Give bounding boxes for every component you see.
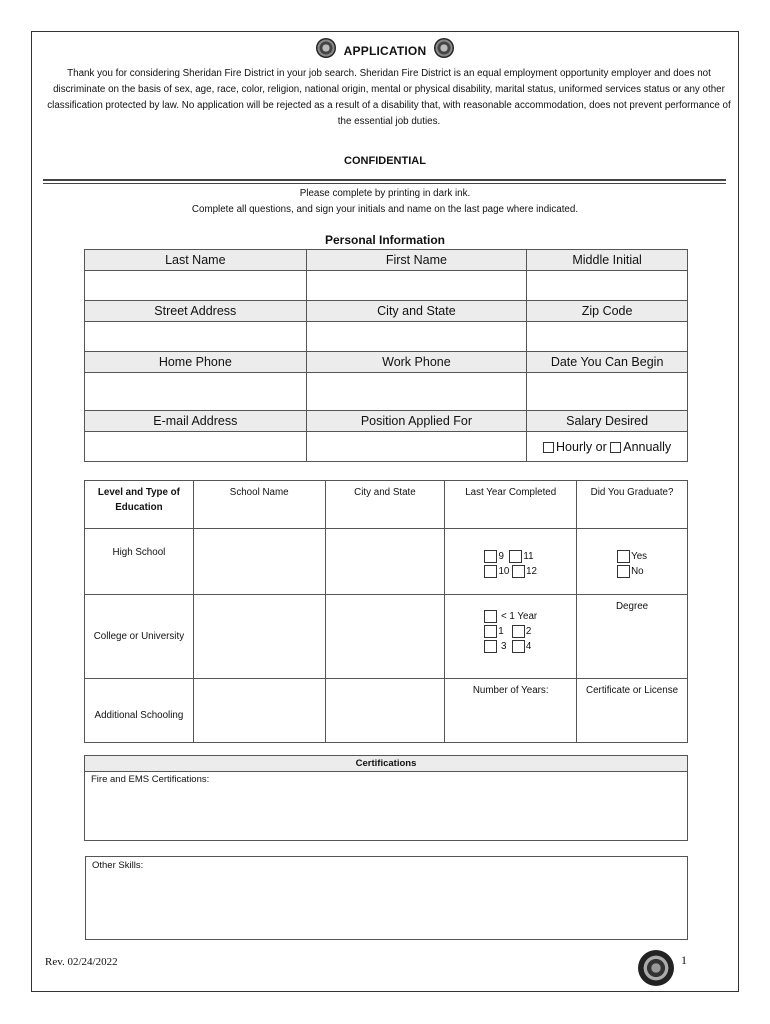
hs-school-field[interactable] <box>193 529 325 595</box>
col-last-year-header: Last Year Completed <box>445 481 577 529</box>
revision-date: Rev. 02/24/2022 <box>45 956 118 968</box>
district-seal-icon <box>434 38 454 58</box>
additional-schooling-label: Additional Schooling <box>85 679 194 743</box>
zip-code-field[interactable] <box>527 322 688 352</box>
personal-info-table <box>84 249 688 462</box>
email-field[interactable] <box>85 432 307 462</box>
col-school-header: School Name <box>193 481 325 529</box>
page-title: APPLICATION <box>343 44 427 59</box>
divider <box>43 183 726 184</box>
hs-year-options <box>445 529 577 595</box>
college-1-checkbox[interactable] <box>484 625 497 638</box>
cert-license-label: Certificate or License <box>586 685 679 696</box>
district-seal-icon <box>316 38 336 58</box>
first-name-label: First Name <box>306 250 527 271</box>
college-lt1-checkbox[interactable] <box>484 610 497 623</box>
work-phone-field[interactable] <box>306 373 527 411</box>
college-1-label: 1 <box>498 626 504 637</box>
hs-12-checkbox[interactable] <box>512 565 525 578</box>
work-phone-label: Work Phone <box>306 352 527 373</box>
hourly-checkbox[interactable] <box>543 442 554 453</box>
degree-cell[interactable] <box>577 595 688 679</box>
college-3-label: 3 <box>500 641 507 652</box>
college-3-checkbox[interactable] <box>484 640 497 653</box>
last-name-field[interactable] <box>85 271 307 301</box>
salary-label: Salary Desired <box>527 411 688 432</box>
college-school-field[interactable] <box>193 595 325 679</box>
col-city-header: City and State <box>325 481 445 529</box>
degree-label: Degree <box>615 601 649 612</box>
additional-school-field[interactable] <box>193 679 325 743</box>
first-name-field[interactable] <box>306 271 527 301</box>
position-label: Position Applied For <box>306 411 527 432</box>
salary-field[interactable] <box>527 432 688 462</box>
instruction-ink: Please complete by printing in dark ink. <box>299 188 471 199</box>
last-name-label: Last Name <box>85 250 307 271</box>
hs-city-field[interactable] <box>325 529 445 595</box>
hs-10-checkbox[interactable] <box>484 565 497 578</box>
graduate-yes-checkbox[interactable] <box>617 550 630 563</box>
divider <box>43 179 726 181</box>
hs-12-label: 12 <box>526 566 537 577</box>
fire-ems-label[interactable]: Fire and EMS Certifications: <box>91 774 210 785</box>
hs-11-label: 11 <box>523 551 534 562</box>
other-skills-box[interactable] <box>85 856 688 940</box>
middle-initial-label: Middle Initial <box>527 250 688 271</box>
col-graduate-header: Did You Graduate? <box>577 481 688 529</box>
footer-seal-icon <box>638 950 674 986</box>
cert-license-cell[interactable] <box>577 679 688 743</box>
number-years-cell[interactable] <box>445 679 577 743</box>
confidential-heading: CONFIDENTIAL <box>344 155 426 167</box>
college-4-checkbox[interactable] <box>512 640 525 653</box>
city-state-label: City and State <box>306 301 527 322</box>
date-begin-field[interactable] <box>527 373 688 411</box>
graduate-no-label: No <box>631 566 644 577</box>
header-title-row <box>32 42 738 62</box>
home-phone-field[interactable] <box>85 373 307 411</box>
high-school-label: High School <box>85 529 194 595</box>
date-begin-label: Date You Can Begin <box>527 352 688 373</box>
email-label: E-mail Address <box>85 411 307 432</box>
annually-checkbox[interactable] <box>610 442 621 453</box>
number-years-label: Number of Years: <box>472 685 549 696</box>
hs-9-checkbox[interactable] <box>484 550 497 563</box>
additional-city-field[interactable] <box>325 679 445 743</box>
hs-11-checkbox[interactable] <box>509 550 522 563</box>
annually-label: Annually <box>623 439 672 454</box>
zip-code-label: Zip Code <box>527 301 688 322</box>
certifications-box <box>84 755 688 841</box>
hs-10-label: 10 <box>498 566 510 577</box>
education-table <box>84 480 688 743</box>
personal-info-heading: Personal Information <box>324 233 446 247</box>
hs-9-label: 9 <box>498 551 504 562</box>
col-level-header: Level and Type of Education <box>85 481 194 529</box>
street-address-label: Street Address <box>85 301 307 322</box>
college-year-options <box>445 595 577 679</box>
application-page <box>31 31 739 992</box>
college-city-field[interactable] <box>325 595 445 679</box>
college-2-label: 2 <box>525 626 532 637</box>
college-4-label: 4 <box>525 641 532 652</box>
hourly-label: Hourly or <box>556 439 607 454</box>
position-field[interactable] <box>306 432 527 462</box>
college-label: College or University <box>85 595 194 679</box>
college-2-checkbox[interactable] <box>512 625 525 638</box>
certifications-heading: Certifications <box>85 756 687 772</box>
instruction-complete: Complete all questions, and sign your initials and name on the last page where indicated. <box>191 204 579 215</box>
page-number: 1 <box>681 953 687 967</box>
intro-paragraph: Thank you for considering Sheridan Fire District in your job search. Sheridan Fire District is an equal employment opportunity employer and does not discriminate on the basis of sex, age, race, color, religion, national origin, mental or physical disability, marital status, uniformed services status or any other classification protected by law. No application will be rejected as a result of a disability that, with reasonable accommodation, does not prevent performance of the essential job duties. <box>47 68 731 127</box>
hs-graduate-options <box>577 529 688 595</box>
other-skills-label: Other Skills: <box>92 860 144 871</box>
instructions <box>32 186 738 218</box>
college-lt1-label: < 1 Year <box>500 611 538 622</box>
middle-initial-field[interactable] <box>527 271 688 301</box>
city-state-field[interactable] <box>306 322 527 352</box>
graduate-no-checkbox[interactable] <box>617 565 630 578</box>
home-phone-label: Home Phone <box>85 352 307 373</box>
street-address-field[interactable] <box>85 322 307 352</box>
graduate-yes-label: Yes <box>631 551 648 562</box>
